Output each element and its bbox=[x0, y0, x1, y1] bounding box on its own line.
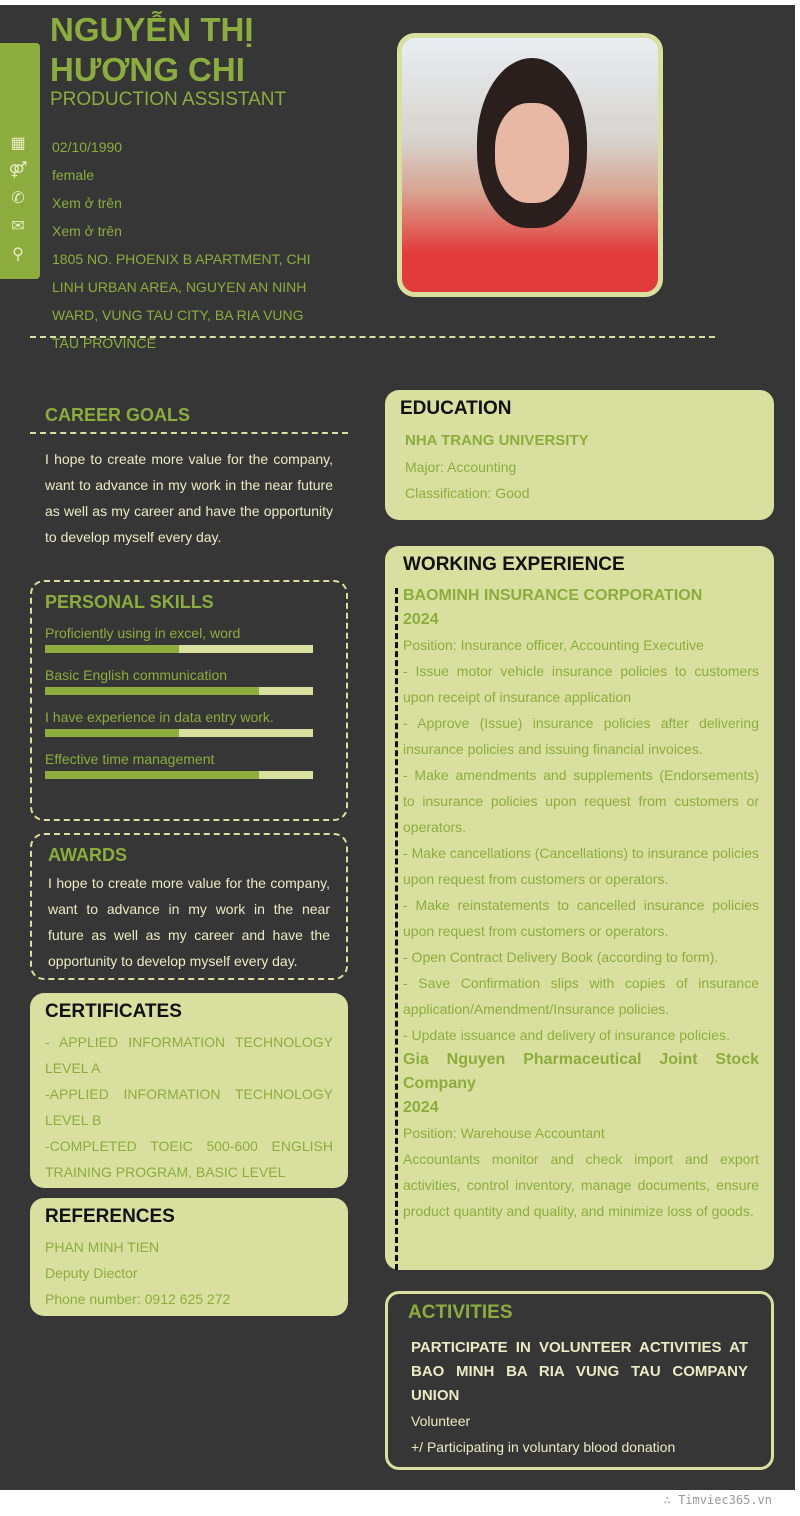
certificate-item: - APPLIED INFORMATION TECHNOLOGY LEVEL A bbox=[45, 1034, 333, 1076]
job-entry bbox=[403, 1048, 759, 1224]
skill-bar-fill bbox=[45, 687, 259, 695]
calendar-icon: ▦ bbox=[10, 135, 26, 152]
major: Major: Accounting bbox=[405, 459, 517, 475]
skill-item bbox=[45, 667, 333, 695]
candidate-name bbox=[50, 10, 254, 90]
personal-info bbox=[52, 133, 332, 357]
awards-text: I hope to create more value for the company, want to advance in my work in the near future as well as my career and have the opportunity to develop myself every day. bbox=[48, 875, 330, 969]
classification: Classification: Good bbox=[405, 485, 530, 501]
career-goals-section bbox=[30, 405, 348, 562]
job-duty: - Update issuance and delivery of insurance policies. bbox=[403, 1027, 730, 1043]
skill-bar-fill bbox=[45, 771, 259, 779]
skill-item bbox=[45, 625, 333, 653]
address: 1805 NO. PHOENIX B APARTMENT, CHI LINH URBAN AREA, NGUYEN AN NINH WARD, VUNG TAU CITY, BA RIA VUNG TAU PROVINCE bbox=[52, 251, 311, 351]
job-entry bbox=[403, 584, 759, 1048]
section-title: EDUCATION bbox=[400, 398, 512, 419]
job-position: Position: Insurance officer, Accounting Executive bbox=[403, 637, 704, 653]
company-name: Gia Nguyen Pharmaceutical Joint Stock Company bbox=[403, 1051, 759, 1092]
section-title: CAREER GOALS bbox=[30, 405, 348, 434]
references-section bbox=[30, 1198, 348, 1316]
section-title: REFERENCES bbox=[45, 1206, 175, 1227]
section-title: CERTIFICATES bbox=[45, 1001, 182, 1022]
email: Xem ở trên bbox=[52, 223, 122, 239]
job-duty: - Approve (Issue) insurance policies after delivering insurance policies and issuing financial invoices. bbox=[403, 715, 759, 757]
timeline-line bbox=[395, 588, 398, 1270]
job-year: 2024 bbox=[403, 611, 439, 628]
career-goals-text: I hope to create more value for the company, want to advance in my work in the near future as well as my career and have the opportunity to develop myself every day. bbox=[45, 451, 333, 545]
phone: Xem ở trên bbox=[52, 195, 122, 211]
skill-label: Effective time management bbox=[45, 751, 215, 767]
certificates-section bbox=[30, 993, 348, 1188]
experience-section bbox=[385, 546, 774, 1270]
skill-label: Proficiently using in excel, word bbox=[45, 625, 241, 641]
reference-phone: Phone number: 0912 625 272 bbox=[45, 1291, 231, 1307]
section-title: PERSONAL SKILLS bbox=[45, 592, 214, 612]
location-icon: ⚲ bbox=[12, 246, 24, 263]
reference-role: Deputy Diector bbox=[45, 1265, 138, 1281]
job-duty: - Make cancellations (Cancellations) to insurance policies upon request from customers or operators. bbox=[403, 845, 759, 887]
name-line: HƯƠNG CHI bbox=[50, 51, 245, 88]
section-title: WORKING EXPERIENCE bbox=[403, 554, 625, 575]
skill-bar-fill bbox=[45, 645, 179, 653]
phone-icon: ✆ bbox=[11, 190, 25, 207]
skill-bar bbox=[45, 729, 313, 737]
skill-label: I have experience in data entry work. bbox=[45, 709, 274, 725]
cv-page bbox=[0, 5, 795, 1490]
activity-role: Volunteer bbox=[411, 1413, 471, 1429]
skill-item bbox=[45, 709, 333, 737]
skill-label: Basic English communication bbox=[45, 667, 228, 683]
skills-section bbox=[30, 580, 348, 821]
skill-bar bbox=[45, 687, 313, 695]
job-duty: Accountants monitor and check import and export activities, control inventory, manage documents, ensure product quantity and quality, and minimize loss of goods. bbox=[403, 1151, 759, 1219]
email-icon: ✉ bbox=[11, 218, 25, 235]
job-duty: - Make reinstatements to cancelled insurance policies upon request from customers or operators. bbox=[403, 897, 759, 939]
activity-heading: PARTICIPATE IN VOLUNTEER ACTIVITIES AT BAO MINH BA RIA VUNG TAU COMPANY UNION bbox=[411, 1339, 748, 1404]
certificate-item: -APPLIED INFORMATION TECHNOLOGY LEVEL B bbox=[45, 1086, 333, 1128]
skill-bar bbox=[45, 771, 313, 779]
section-title: AWARDS bbox=[48, 845, 128, 865]
profile-photo bbox=[397, 33, 663, 297]
job-duty: - Make amendments and supplements (Endorsements) to insurance policies upon request from customers or operators. bbox=[403, 767, 759, 835]
name-line: NGUYỄN THỊ bbox=[50, 11, 254, 48]
reference-name: PHAN MINH TIEN bbox=[45, 1239, 160, 1255]
job-title: PRODUCTION ASSISTANT bbox=[50, 89, 287, 110]
job-duty: - Open Contract Delivery Book (according to form). bbox=[403, 949, 719, 965]
dob: 02/10/1990 bbox=[52, 139, 123, 155]
certificate-item: -COMPLETED TOEIC 500-600 ENGLISH TRAINING PROGRAM, BASIC LEVEL bbox=[45, 1138, 333, 1180]
job-position: Position: Warehouse Accountant bbox=[403, 1125, 605, 1141]
education-section bbox=[385, 390, 774, 520]
skill-bar bbox=[45, 645, 313, 653]
job-year: 2024 bbox=[403, 1099, 439, 1116]
gender: female bbox=[52, 167, 95, 183]
icon-bar bbox=[0, 43, 40, 279]
school-name: NHA TRANG UNIVERSITY bbox=[405, 432, 589, 449]
activities-section bbox=[385, 1291, 774, 1470]
section-title: ACTIVITIES bbox=[408, 1302, 513, 1323]
footer-brand: ∴ Timviec365.vn bbox=[663, 1493, 772, 1507]
activity-detail: +/ Participating in voluntary blood donation bbox=[411, 1439, 676, 1455]
divider bbox=[30, 336, 715, 338]
job-duty: - Save Confirmation slips with copies of insurance application/Amendment/Insurance policies. bbox=[403, 975, 759, 1017]
skill-item bbox=[45, 751, 333, 779]
job-duty: - Issue motor vehicle insurance policies to customers upon receipt of insurance application bbox=[403, 663, 759, 705]
company-name: BAOMINH INSURANCE CORPORATION bbox=[403, 587, 703, 604]
certificates-list bbox=[45, 1029, 333, 1185]
awards-section bbox=[30, 833, 348, 980]
gender-icon: ⚤ bbox=[8, 162, 28, 179]
skill-bar-fill bbox=[45, 729, 179, 737]
